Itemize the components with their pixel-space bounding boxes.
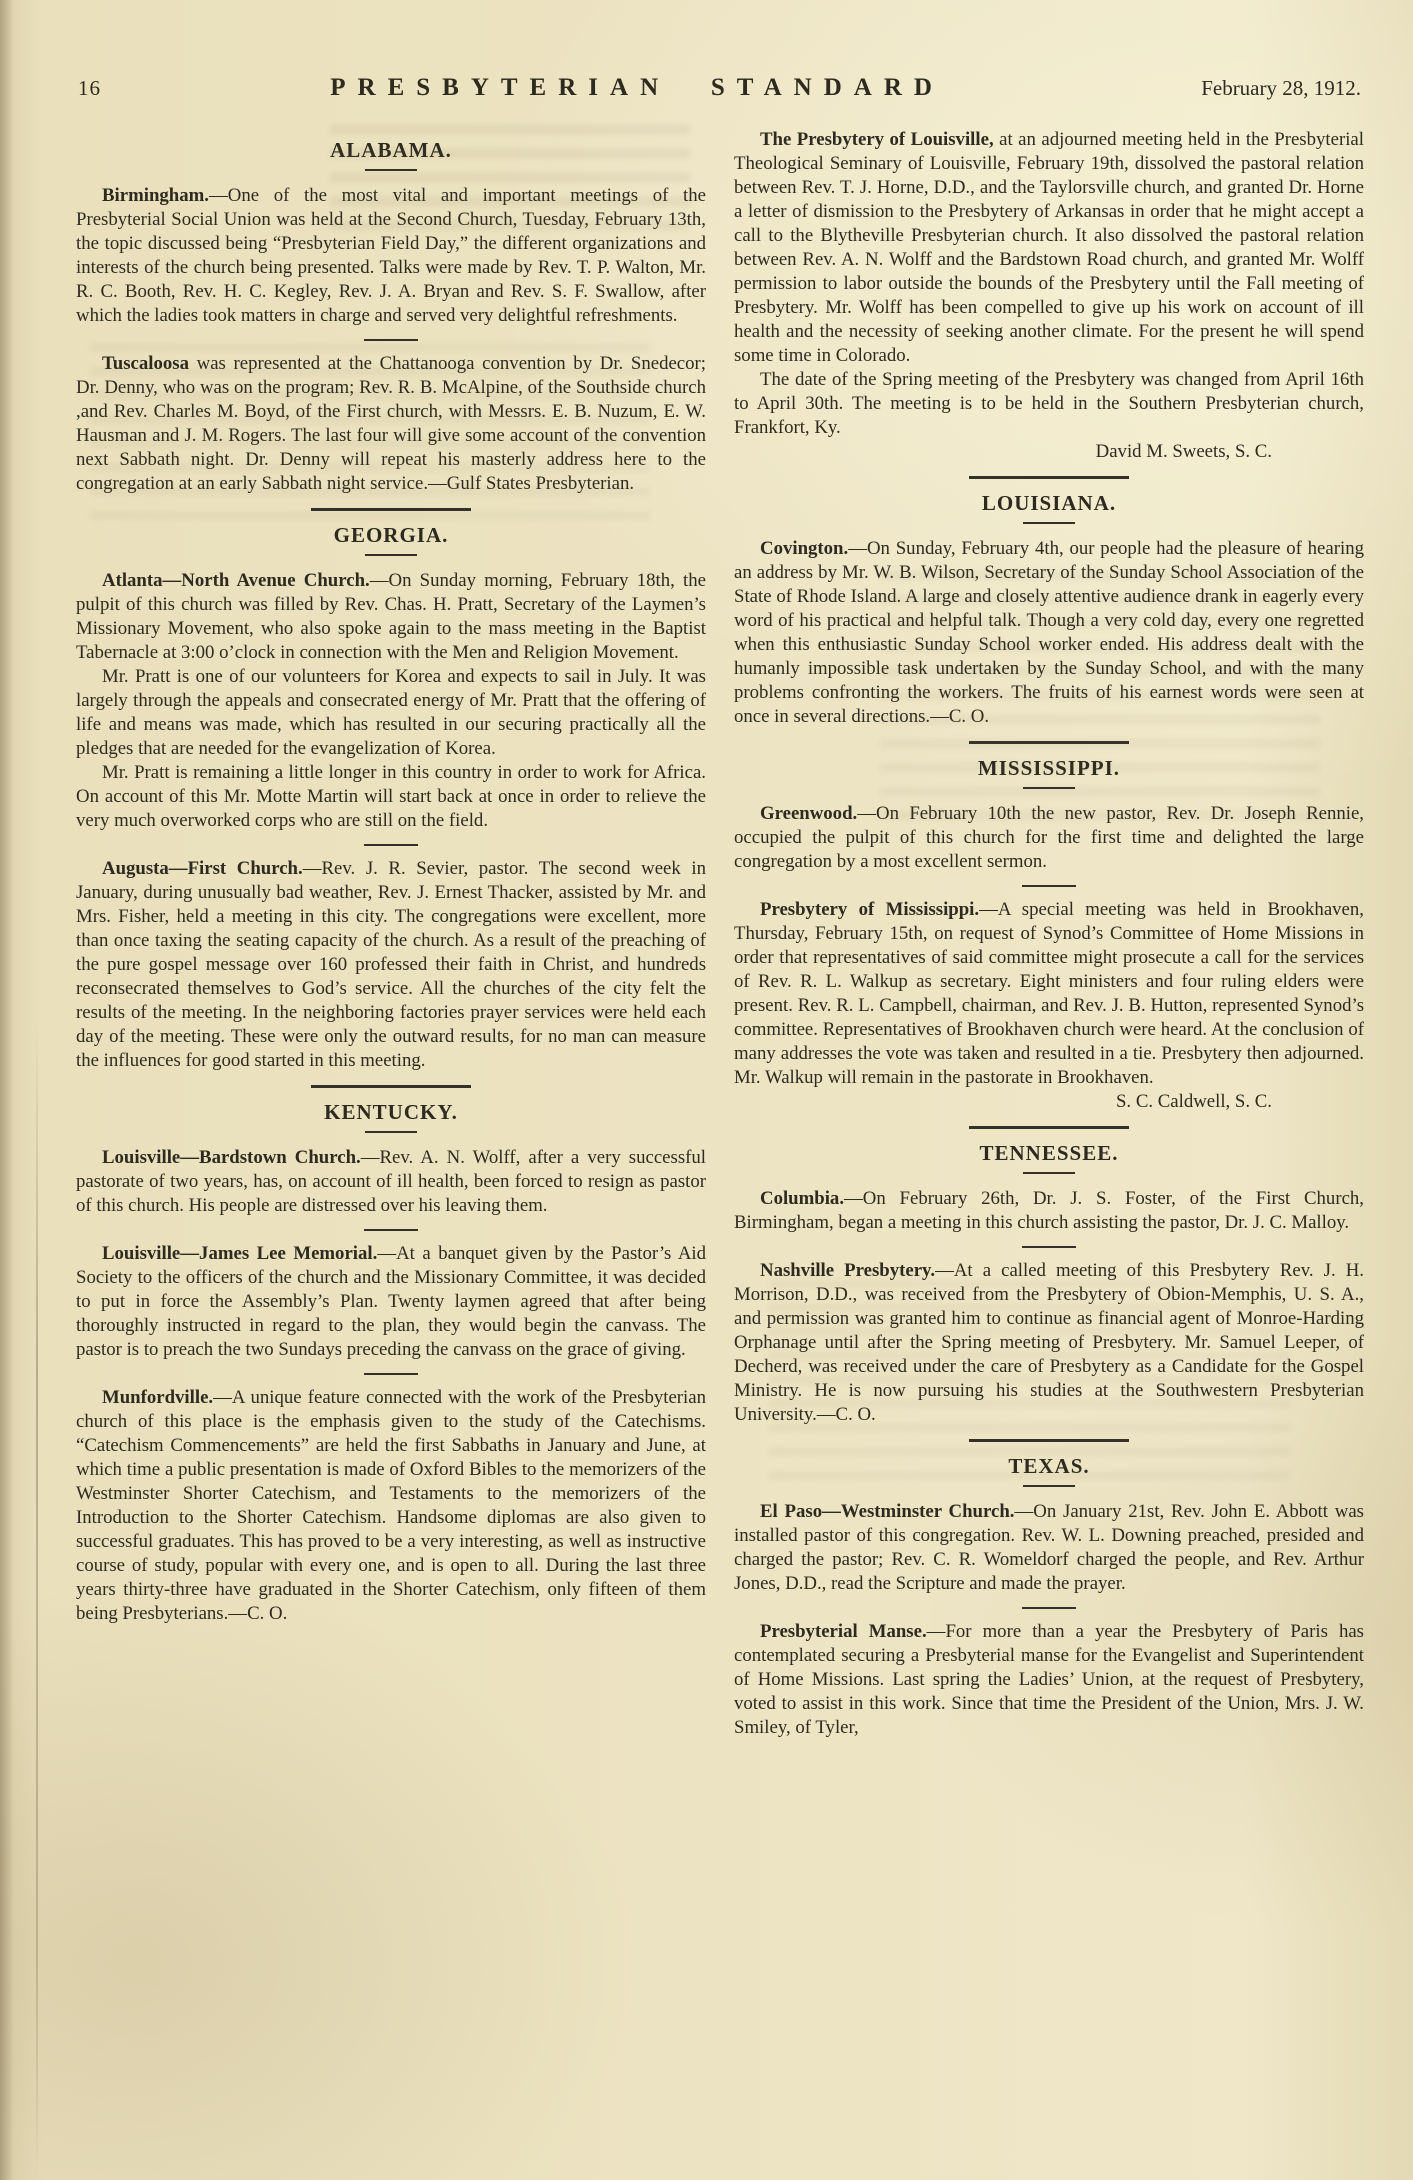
article-lead: Louisville—James Lee Memorial. (102, 1243, 378, 1264)
article-paragraph (76, 665, 706, 761)
article-divider-rule (969, 1126, 1129, 1129)
article-paragraph (734, 368, 1364, 440)
section-heading: GEORGIA. (333, 523, 449, 547)
heading-underline-rule (1023, 1172, 1075, 1174)
article-lead: Presbytery of Mississippi. (760, 899, 980, 920)
right-column (734, 128, 1364, 1740)
news-article (734, 128, 1364, 464)
news-article (76, 1242, 706, 1362)
article-divider-rule (1022, 885, 1076, 887)
page-number: 16 (78, 76, 101, 100)
news-article (76, 857, 706, 1073)
heading-underline-rule (1023, 787, 1075, 789)
section-heading: TENNESSEE. (979, 1141, 1119, 1165)
article-text: —A special meeting was held in Brookhaven, Thursday, February 15th, on request of Synod’s Committee of Home Missions in order that representatives of said committee might prosecute a call for the services of Rev. R. L. Walkup as secretary. Eight ministers and four ruling elders were present. Rev. R. L. Campbell, chairman, and Rev. J. B. Hutton, represented Synod’s committee. Representatives of Brookhaven church were heard. At the conclusion of many addresses the vote was taken and resulted in a tie. Presbytery then adjourned. Mr. Walkup will remain in the pastorate in Brookhaven. (734, 899, 1364, 1088)
article-lead: Birmingham. (102, 185, 209, 206)
masthead-title: PRESBYTERIAN STANDARD (330, 74, 944, 101)
article-paragraph (734, 1187, 1364, 1235)
article-text: The date of the Spring meeting of the Presbytery was changed from April 16th to April 30th. The meeting is to be held in the Southern Presbyterian church, Frankfort, Ky. (734, 369, 1364, 438)
article-lead: Louisville—Bardstown Church. (102, 1147, 361, 1168)
article-paragraph (76, 1146, 706, 1218)
news-article (76, 1386, 706, 1626)
section-heading: LOUISIANA. (981, 491, 1117, 515)
article-lead: Tuscaloosa (102, 353, 189, 374)
article-paragraph (76, 569, 706, 665)
news-article (76, 352, 706, 496)
news-article (734, 898, 1364, 1114)
two-column-body (0, 102, 1413, 1740)
article-paragraph (76, 352, 706, 496)
article-text: —Rev. J. R. Sevier, pastor. The second week in January, during unusually bad weather, Rev. J. Ernest Thacker, assisted by Mr. and Mrs. Fisher, held a meeting in this city. The congregations were excellent, more than once taxing the seating capacity of the church. As a result of the preaching of the pure gospel message over 160 professed their faith in Christ, and hundreds reconsecrated themselves to God’s service. All the churches of the city felt the results of the meeting. In the neighboring factories prayer services were held each day of the meeting. These were only the outward results, for no man can measure the influences for good started in this meeting. (76, 858, 706, 1071)
article-paragraph (734, 1500, 1364, 1596)
article-paragraph (734, 1259, 1364, 1427)
article-divider-rule (364, 1373, 418, 1375)
article-paragraph (734, 898, 1364, 1090)
article-divider-rule (364, 339, 418, 341)
section-heading: ALABAMA. (330, 138, 452, 162)
heading-underline-rule (365, 1131, 417, 1133)
article-text: —On February 26th, Dr. J. S. Foster, of the First Church, Birmingham, began a meeting in this church assisting the pastor, Dr. J. C. Malloy. (734, 1188, 1364, 1233)
article-text: —On Sunday, February 4th, our people had the pleasure of hearing an address by Mr. W. B. Wilson, Secretary of the Sunday School Association of the State of Rhode Island. A large and closely attentive audience drank in eagerly every word of his practical and helpful talk. Though a very cold day, every one regretted when this enthusiastic Sunday School worker ended. His address dealt with the humanly impossible task undertaken by the Sunday School, and with the many problems confronting the workers. The fruits of his earnest words were seen at once in several directions.—C. O. (734, 538, 1364, 727)
article-paragraph (734, 128, 1364, 368)
article-lead: El Paso—Westminster Church. (760, 1501, 1015, 1522)
heading-underline-rule (1023, 1485, 1075, 1487)
news-article (76, 1146, 706, 1218)
article-lead: Nashville Presbytery. (760, 1260, 936, 1281)
news-article (734, 537, 1364, 729)
article-text: Mr. Pratt is one of our volunteers for Korea and expects to sail in July. It was largely through the appeals and consecrated energy of Mr. Pratt that the offering of life and means was made, which has resulted in our securing practically all the pledges that are needed for the evangelization of Korea. (76, 666, 706, 759)
heading-underline-rule (365, 554, 417, 556)
article-text: at an adjourned meeting held in the Presbyterial Theological Seminary of Louisville, February 19th, dissolved the pastoral relation between Rev. T. J. Horne, D.D., and the Taylorsville church, and granted Dr. Horne a letter of dismission to the Presbytery of Arkansas in order that he might accept a call to the Blytheville Presbyterian church. It also dissolved the pastoral relation between Rev. A. N. Wolff and the Bardstown Road church, and granted Mr. Wolff permission to labor outside the bounds of the Presbytery until the Fall meeting of Presbytery. Mr. Wolff has been compelled to give up his work on account of ill health and the necessity of seeking another climate. For the present he will spend some time in Colorado. (734, 129, 1364, 366)
news-article (734, 1187, 1364, 1235)
news-article (76, 569, 706, 833)
article-lead: The Presbytery of Louisville, (760, 129, 994, 150)
left-column (76, 128, 706, 1740)
article-paragraph (734, 537, 1364, 729)
article-text: —On Sunday morning, February 18th, the pulpit of this church was filled by Rev. Chas. H. Pratt, Secretary of the Laymen’s Missionary Movement, who also spoke again to the mass meeting in the Baptist Tabernacle at 3:00 o’clock in connection with the Men and Religion Movement. (76, 570, 706, 663)
article-text: —On January 21st, Rev. John E. Abbott was installed pastor of this congregation. Rev. W. L. Downing preached, presided and charged the pastor; Rev. C. R. Womeldorf charged the people, and Rev. Arthur Jones, D.D., read the Scripture and made the prayer. (734, 1501, 1364, 1594)
article-text: Mr. Pratt is remaining a little longer in this country in order to work for Africa. On account of this Mr. Motte Martin will start back at once in order to relieve the very much overworked corps who are still on the field. (76, 762, 706, 831)
article-paragraph (734, 1620, 1364, 1740)
article-text: —One of the most vital and important meetings of the Presbyterial Social Union was held at the Second Church, Tuesday, February 13th, the topic discussed being “Presbyterian Field Day,” the different organizations and interests of the church being presented. Talks were made by Rev. T. P. Walton, Mr. R. C. Booth, Rev. H. C. Kegley, Rev. J. A. Bryan and Rev. S. F. Swallow, after which the ladies took matters in charge and served very delightful refreshments. (76, 185, 706, 326)
news-article (76, 184, 706, 328)
news-article (734, 802, 1364, 874)
article-paragraph (76, 761, 706, 833)
news-article (734, 1500, 1364, 1596)
article-text: —At a banquet given by the Pastor’s Aid Society to the officers of the church and the Missionary Committee, it was decided to put in force the Assembly’s Plan. Twenty laymen agreed that after being thoroughly instructed in regard to the plan, they would begin the canvass. The pastor is to preach the two Sundays preceding the canvass on the grace of giving. (76, 1243, 707, 1360)
news-article (734, 1620, 1364, 1740)
article-lead: Augusta—First Church. (102, 858, 303, 879)
section-heading: MISSISSIPPI. (977, 756, 1121, 780)
article-lead: Greenwood. (760, 803, 858, 824)
article-paragraph (734, 802, 1364, 874)
article-divider-rule (1022, 1246, 1076, 1248)
page-header (0, 0, 1413, 102)
article-divider-rule (969, 1439, 1129, 1442)
section-heading: KENTUCKY. (324, 1100, 458, 1124)
article-paragraph (76, 184, 706, 328)
article-paragraph (76, 857, 706, 1073)
article-text: —A unique feature connected with the work of the Presbyterian church of this place is the emphasis given to the study of the Catechisms. “Catechism Commencements” are held the first Sabbaths in January and June, at which time a public presentation is made of Oxford Bibles to the memorizers of the Westminster Shorter Catechism, and Testaments to the memorizers of the Introduction to the Shorter Catechism. Handsome diplomas are also given to successful graduates. This has proved to be a very interesting, as well as instructive course of study, popular with every one, and is open to all. During the last three years thirty-three have graduated in the Shorter Catechism, only fifteen of them being Presbyterians.—C. O. (76, 1387, 706, 1624)
article-lead: Covington. (760, 538, 849, 559)
article-divider-rule (311, 508, 471, 511)
article-paragraph (76, 1242, 706, 1362)
article-divider-rule (311, 1085, 471, 1088)
heading-underline-rule (1023, 522, 1075, 524)
article-text: —Rev. A. N. Wolff, after a very successful pastorate of two years, has, on account of ill health, been forced to resign as pastor of this church. His people are distressed over his leaving them. (76, 1147, 706, 1216)
article-lead: Atlanta—North Avenue Church. (102, 570, 370, 591)
article-divider-rule (364, 1229, 418, 1231)
article-paragraph (76, 1386, 706, 1626)
article-divider-rule (969, 741, 1129, 744)
signature: S. C. Caldwell, S. C. (1115, 1091, 1272, 1112)
article-lead: Presbyterial Manse. (760, 1621, 927, 1642)
section-heading: TEXAS. (1008, 1454, 1090, 1478)
article-text: —At a called meeting of this Presbytery Rev. J. H. Morrison, D.D., was received from the Presbytery of Obion-Memphis, U. S. A., and permission was granted him to continue as financial agent of Monroe-Harding Orphanage until after the Spring meeting of Presbytery. Mr. Samuel Leeper, of Decherd, was received under the care of Presbytery as a Candidate for the Gospel Ministry. He is now pursuing his studies at the Southwestern Presbyterian University.—C. O. (734, 1260, 1364, 1425)
article-divider-rule (1022, 1607, 1076, 1609)
article-text: was represented at the Chattanooga convention by Dr. Snedecor; Dr. Denny, who was on the program; Rev. R. B. McAlpine, of the Southside church ,and Rev. Charles M. Boyd, of the First church, with Messrs. E. B. Nuzum, E. W. Hausman and J. M. Rogers. The last four will give some account of the convention next Sabbath night. Dr. Denny will repeat his masterly address here to the congregation at an early Sabbath night service.—Gulf States Presbyterian. (76, 353, 706, 494)
article-text: —On February 10th the new pastor, Rev. Dr. Joseph Rennie, occupied the pulpit of this church for the first time and delighted the large congregation by a most excellent sermon. (734, 803, 1364, 872)
issue-date: February 28, 1912. (1201, 76, 1361, 100)
article-text: —For more than a year the Presbytery of Paris has contemplated securing a Presbyterial manse for the Evangelist and Superintendent of Home Missions. Last spring the Ladies’ Union, at the request of Presbytery, voted to assist in this work. Since that time the President of the Union, Mrs. J. W. Smiley, of Tyler, (734, 1621, 1364, 1738)
signature: David M. Sweets, S. C. (1095, 441, 1272, 462)
heading-underline-rule (365, 169, 417, 171)
article-lead: Munfordville. (102, 1387, 214, 1408)
article-lead: Columbia. (760, 1188, 845, 1209)
news-article (734, 1259, 1364, 1427)
article-divider-rule (364, 844, 418, 846)
article-divider-rule (969, 476, 1129, 479)
